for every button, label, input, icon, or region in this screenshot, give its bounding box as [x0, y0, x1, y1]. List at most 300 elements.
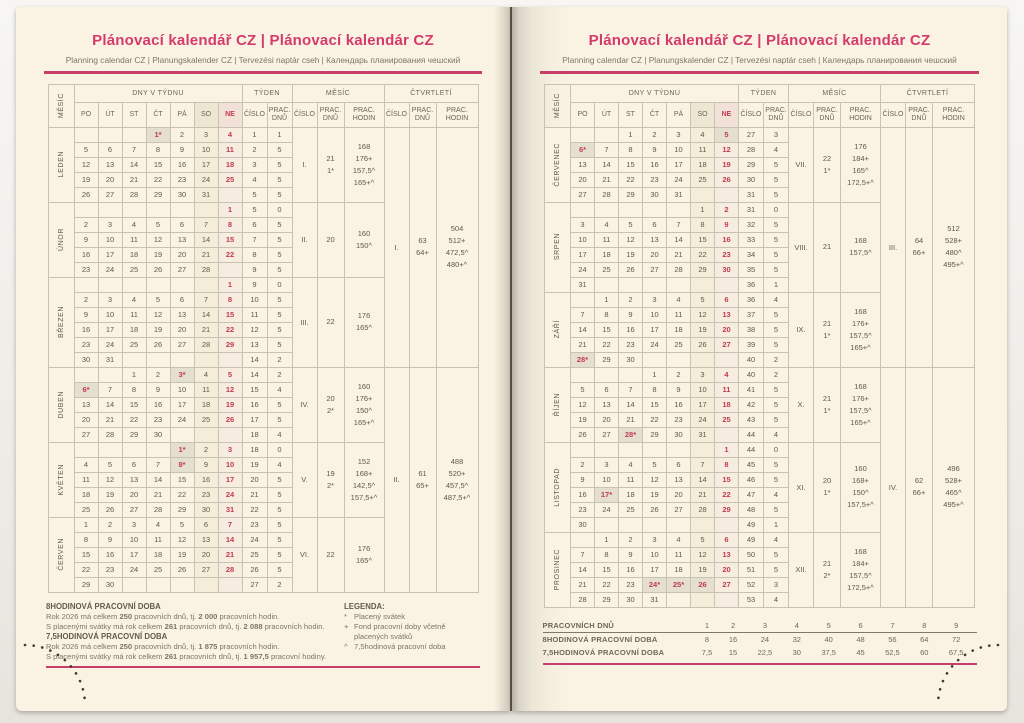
day-cell: 25 — [619, 502, 643, 517]
day-cell: 1 — [74, 517, 98, 532]
day-cell: 7 — [595, 142, 619, 157]
day-cell — [595, 367, 619, 382]
day-cell: 21 — [122, 172, 146, 187]
week-workdays-cell: 2 — [764, 352, 789, 367]
week-workdays-cell: 5 — [267, 217, 292, 232]
week-workdays-cell: 4 — [764, 142, 789, 157]
week-workdays-cell: 3 — [764, 127, 789, 142]
day-name-header: ST — [619, 102, 643, 127]
day-cell — [643, 277, 667, 292]
day-cell: 24 — [194, 172, 218, 187]
day-cell: 5 — [715, 127, 739, 142]
week-number-cell: 40 — [739, 352, 764, 367]
week-workdays-cell: 5 — [267, 292, 292, 307]
notes-heading: 8HODINOVÁ PRACOVNÍ DOBA — [46, 601, 161, 611]
month-workdays-cell: 22 — [317, 517, 344, 592]
day-cell: 14 — [595, 157, 619, 172]
day-cell — [98, 202, 122, 217]
quarter-hours-cell: 488 520+ 457,5^ 487,5+^ — [436, 367, 478, 592]
day-cell: 17 — [170, 397, 194, 412]
day-cell: 23 — [715, 247, 739, 262]
day-cell: 14 — [571, 562, 595, 577]
day-cell: 25* — [667, 577, 691, 592]
day-cell: 18 — [619, 487, 643, 502]
legend-item — [344, 612, 480, 622]
week-number-cell: 16 — [242, 397, 267, 412]
day-cell: 10 — [194, 142, 218, 157]
day-cell: 5 — [691, 532, 715, 547]
day-cell: 28 — [667, 262, 691, 277]
month-group-header: MĚSÍC — [789, 84, 881, 102]
day-cell: 8 — [218, 217, 242, 232]
day-cell: 1 — [595, 532, 619, 547]
day-cell: 8 — [146, 142, 170, 157]
week-number-cell: 8 — [242, 247, 267, 262]
legend-item — [344, 622, 480, 642]
day-cell: 16 — [667, 397, 691, 412]
month-numeral-cell: XII. — [789, 532, 814, 607]
day-cell: 22 — [122, 412, 146, 427]
planner-page-left — [16, 7, 510, 711]
quarter-hours-cell: 504 512+ 472,5^ 480+^ — [436, 127, 478, 367]
week-workdays-cell: 1 — [267, 127, 292, 142]
day-cell: 8 — [595, 307, 619, 322]
day-cell: 20 — [98, 172, 122, 187]
day-cell: 22 — [619, 172, 643, 187]
day-cell — [667, 277, 691, 292]
day-cell: 20 — [595, 412, 619, 427]
day-cell — [194, 277, 218, 292]
week-workdays-cell: 2 — [267, 577, 292, 592]
week-workdays-cell: 4 — [267, 457, 292, 472]
month-workdays-cell: 21 — [814, 202, 841, 292]
week-workdays-cell: 5 — [267, 142, 292, 157]
legend — [340, 602, 480, 662]
day-cell: 20 — [194, 547, 218, 562]
month-hours-cell: 152 168+ 142,5^ 157,5+^ — [344, 442, 384, 517]
day-cell: 13 — [667, 472, 691, 487]
day-cell: 3 — [218, 442, 242, 457]
day-cell: 25 — [595, 262, 619, 277]
day-cell: 8 — [74, 532, 98, 547]
row-value: 37,5 — [821, 647, 836, 657]
day-cell — [571, 532, 595, 547]
day-cell: 29 — [74, 577, 98, 592]
day-cell: 8 — [643, 382, 667, 397]
day-cell: 7 — [619, 382, 643, 397]
day-cell: 1 — [715, 442, 739, 457]
calendar-table-mount-right — [540, 84, 979, 608]
day-cell: 21 — [98, 412, 122, 427]
day-cell: 20 — [667, 487, 691, 502]
day-cell: 5 — [619, 217, 643, 232]
week-number-cell: 37 — [739, 307, 764, 322]
day-cell: 1 — [218, 277, 242, 292]
day-cell: 19 — [146, 322, 170, 337]
legend-text: Placený svátek — [354, 611, 406, 621]
day-cell: 18 — [691, 157, 715, 172]
day-cell: 7 — [122, 142, 146, 157]
day-cell: 12 — [146, 307, 170, 322]
week-number-cell: 33 — [739, 232, 764, 247]
day-cell: 27 — [98, 187, 122, 202]
day-cell: 23 — [74, 262, 98, 277]
row-value: 8 — [704, 634, 710, 644]
day-cell — [146, 352, 170, 367]
day-cell: 9 — [667, 382, 691, 397]
week-workdays-cell: 5 — [267, 412, 292, 427]
month-numeral-cell: X. — [789, 367, 814, 442]
day-cell: 31 — [667, 187, 691, 202]
row-value: 22,5 — [757, 647, 773, 657]
day-cell: 28 — [691, 502, 715, 517]
day-cell: 17 — [571, 247, 595, 262]
day-cell: 8 — [218, 292, 242, 307]
day-cell: 5 — [170, 517, 194, 532]
day-cell: 13 — [571, 157, 595, 172]
day-cell: 27 — [643, 262, 667, 277]
week-workdays-cell: 0 — [267, 202, 292, 217]
working-time-notes — [46, 602, 328, 662]
day-cell: 12 — [643, 472, 667, 487]
month-label: ŘÍJEN — [545, 367, 571, 442]
week-workdays-cell: 5 — [764, 307, 789, 322]
week-workdays-cell: 5 — [267, 502, 292, 517]
day-cell: 11 — [122, 307, 146, 322]
week-workdays-cell: 5 — [764, 472, 789, 487]
day-cell — [667, 202, 691, 217]
day-cell: 3 — [643, 292, 667, 307]
day-cell: 7 — [194, 292, 218, 307]
week-workdays-cell: 3 — [764, 577, 789, 592]
day-cell: 10 — [643, 307, 667, 322]
week-workdays-cell: 5 — [267, 172, 292, 187]
week-workdays-cell: 0 — [267, 442, 292, 457]
day-cell: 23 — [619, 577, 643, 592]
day-cell: 19 — [691, 562, 715, 577]
day-cell — [170, 202, 194, 217]
week-row — [48, 127, 478, 142]
month-workdays-cell: 22 — [317, 277, 344, 367]
day-cell: 28* — [619, 427, 643, 442]
day-cell: 17 — [643, 322, 667, 337]
week-number-cell: 31 — [739, 187, 764, 202]
day-cell: 30 — [146, 427, 170, 442]
week-number-cell: 5 — [242, 202, 267, 217]
day-cell — [170, 577, 194, 592]
day-cell: 26 — [691, 577, 715, 592]
day-cell: 25 — [691, 172, 715, 187]
day-cell: 9 — [571, 472, 595, 487]
week-number-cell: 24 — [242, 532, 267, 547]
day-name-header: ČT — [643, 102, 667, 127]
week-subheader: PRAC. DNŮ — [267, 102, 292, 127]
day-cell: 26 — [74, 187, 98, 202]
day-cell: 11 — [146, 532, 170, 547]
day-cell: 31 — [643, 592, 667, 607]
legend-text: Fond pracovní doby včetně placených svátků — [354, 621, 446, 641]
quarter-hours-cell: 512 528+ 480^ 495+^ — [933, 127, 975, 367]
day-cell — [643, 442, 667, 457]
month-workdays-cell: 21 1* — [317, 127, 344, 202]
bottom-rule-right — [543, 663, 977, 666]
hours-reference-row — [543, 619, 977, 633]
day-cell: 13 — [194, 532, 218, 547]
day-cell: 26 — [146, 262, 170, 277]
day-cell: 26 — [619, 262, 643, 277]
week-number-cell: 9 — [242, 262, 267, 277]
day-cell — [667, 442, 691, 457]
month-numeral-cell: IX. — [789, 292, 814, 367]
day-cell: 2 — [170, 127, 194, 142]
day-cell: 22 — [595, 337, 619, 352]
week-workdays-cell: 2 — [764, 367, 789, 382]
day-cell: 22 — [595, 577, 619, 592]
week-workdays-cell: 5 — [267, 562, 292, 577]
day-cell: 3 — [643, 532, 667, 547]
day-cell: 6 — [170, 217, 194, 232]
quarter-hours-cell: 496 528+ 465^ 495+^ — [933, 367, 975, 607]
day-cell — [218, 427, 242, 442]
day-cell: 19 — [691, 322, 715, 337]
day-cell — [218, 262, 242, 277]
week-number-cell: 49 — [739, 517, 764, 532]
day-cell: 18 — [667, 562, 691, 577]
quarter-group-header: ČTVRTLETÍ — [881, 84, 975, 102]
day-cell: 15 — [146, 157, 170, 172]
day-cell: 16 — [74, 322, 98, 337]
day-cell: 20 — [715, 322, 739, 337]
title-rule — [44, 71, 482, 74]
day-cell — [715, 592, 739, 607]
day-cell: 16 — [146, 397, 170, 412]
month-label: LEDEN — [48, 127, 74, 202]
day-cell — [691, 187, 715, 202]
day-cell: 30 — [619, 352, 643, 367]
day-cell: 10 — [667, 142, 691, 157]
day-cell: 18 — [122, 247, 146, 262]
day-cell: 13 — [715, 307, 739, 322]
day-cell: 27 — [74, 427, 98, 442]
day-cell: 20 — [571, 172, 595, 187]
day-cell: 25 — [74, 502, 98, 517]
week-number-cell: 15 — [242, 382, 267, 397]
week-subheader: PRAC. DNŮ — [764, 102, 789, 127]
day-cell: 12 — [146, 232, 170, 247]
week-number-cell: 19 — [242, 457, 267, 472]
day-cell — [194, 352, 218, 367]
week-number-cell: 47 — [739, 487, 764, 502]
day-cell: 13 — [595, 397, 619, 412]
day-cell: 1 — [122, 367, 146, 382]
week-workdays-cell: 5 — [267, 247, 292, 262]
week-workdays-cell: 5 — [267, 307, 292, 322]
day-name-header: PO — [74, 102, 98, 127]
day-cell — [715, 352, 739, 367]
legend-symbol: ^ — [344, 641, 348, 651]
week-workdays-cell: 4 — [764, 592, 789, 607]
day-cell: 23 — [619, 337, 643, 352]
day-cell — [619, 277, 643, 292]
page-title: Plánovací kalendář CZ | Plánovací kalendár CZ — [588, 32, 931, 49]
week-number-cell: 7 — [242, 232, 267, 247]
day-cell: 15 — [619, 157, 643, 172]
day-cell: 5 — [74, 142, 98, 157]
legend-item — [344, 642, 480, 652]
day-cell: 13 — [170, 232, 194, 247]
day-cell: 18 — [74, 487, 98, 502]
row-value: 16 — [728, 634, 738, 644]
day-cell: 21 — [146, 487, 170, 502]
day-cell — [98, 367, 122, 382]
day-cell: 17 — [122, 547, 146, 562]
day-cell: 11 — [595, 232, 619, 247]
day-cell — [74, 277, 98, 292]
week-number-cell: 35 — [739, 262, 764, 277]
day-cell: 20 — [170, 247, 194, 262]
day-cell: 5 — [146, 292, 170, 307]
month-workdays-cell: 19 2* — [317, 442, 344, 517]
week-number-cell: 52 — [739, 577, 764, 592]
month-label: BŘEZEN — [48, 277, 74, 367]
week-number-cell: 18 — [242, 442, 267, 457]
day-cell: 31 — [218, 502, 242, 517]
month-subheader: PRAC. DNŮ — [317, 102, 344, 127]
day-cell — [643, 352, 667, 367]
day-cell: 9 — [170, 142, 194, 157]
day-cell — [571, 292, 595, 307]
day-cell: 23 — [146, 412, 170, 427]
week-workdays-cell: 5 — [764, 547, 789, 562]
day-cell: 14 — [667, 232, 691, 247]
day-cell: 29 — [643, 427, 667, 442]
day-cell: 6* — [74, 382, 98, 397]
month-subheader: ČÍSLO — [292, 102, 317, 127]
day-cell: 15 — [122, 397, 146, 412]
day-cell: 6 — [595, 382, 619, 397]
week-subheader: ČÍSLO — [242, 102, 267, 127]
day-cell: 19 — [619, 247, 643, 262]
day-cell: 17 — [194, 157, 218, 172]
month-hours-cell: 168 157,5^ — [841, 202, 881, 292]
day-cell: 19 — [170, 547, 194, 562]
day-cell — [218, 187, 242, 202]
row-value: 45 — [856, 647, 865, 657]
day-cell: 24 — [691, 412, 715, 427]
day-cell: 9 — [74, 307, 98, 322]
day-cell — [571, 202, 595, 217]
day-cell: 12 — [218, 382, 242, 397]
day-cell: 18 — [194, 397, 218, 412]
month-label: KVĚTEN — [48, 442, 74, 517]
day-cell: 28 — [122, 187, 146, 202]
title-rule — [540, 71, 979, 74]
week-number-cell: 49 — [739, 532, 764, 547]
day-name-header: NE — [715, 102, 739, 127]
day-cell — [146, 577, 170, 592]
day-name-header: ÚT — [98, 102, 122, 127]
day-cell: 14 — [146, 472, 170, 487]
week-number-cell: 53 — [739, 592, 764, 607]
day-cell: 10 — [170, 382, 194, 397]
day-cell: 11 — [218, 142, 242, 157]
day-cell: 17 — [643, 562, 667, 577]
day-cell: 8* — [170, 457, 194, 472]
day-cell: 26 — [170, 562, 194, 577]
month-workdays-cell: 21 2* — [814, 532, 841, 607]
week-workdays-cell: 5 — [267, 157, 292, 172]
month-subheader: ČÍSLO — [789, 102, 814, 127]
days-group-header: DNY V TÝDNU — [571, 84, 739, 102]
day-cell: 15 — [595, 562, 619, 577]
row-value: 40 — [824, 634, 833, 644]
day-cell: 6 — [715, 532, 739, 547]
day-cell — [74, 127, 98, 142]
month-numeral-cell: VI. — [292, 517, 317, 592]
quarter-workdays-cell: 63 64+ — [409, 127, 436, 367]
day-cell: 17 — [98, 322, 122, 337]
day-cell — [194, 202, 218, 217]
week-number-cell: 20 — [242, 472, 267, 487]
week-workdays-cell: 4 — [764, 487, 789, 502]
legend-symbol: * — [344, 611, 347, 621]
legend-title: LEGENDA: — [344, 601, 385, 611]
day-cell — [122, 442, 146, 457]
week-number-cell: 39 — [739, 337, 764, 352]
day-cell: 2 — [98, 517, 122, 532]
day-cell: 21 — [595, 172, 619, 187]
day-cell: 16 — [643, 157, 667, 172]
row-value: 48 — [856, 634, 865, 644]
day-cell: 31 — [571, 277, 595, 292]
day-cell: 9 — [619, 307, 643, 322]
day-cell: 17* — [595, 487, 619, 502]
day-cell: 15 — [643, 397, 667, 412]
row-value: 24 — [760, 634, 770, 644]
day-cell: 4 — [74, 457, 98, 472]
day-cell: 4 — [691, 127, 715, 142]
row-value: 7,5 — [701, 647, 713, 657]
day-cell: 16 — [619, 562, 643, 577]
planner-page-right — [512, 7, 1007, 711]
day-cell — [595, 442, 619, 457]
day-cell: 12 — [691, 307, 715, 322]
week-workdays-cell: 2 — [267, 352, 292, 367]
day-cell: 25 — [122, 337, 146, 352]
week-number-cell: 29 — [739, 157, 764, 172]
day-cell: 8 — [619, 142, 643, 157]
day-cell — [170, 277, 194, 292]
day-cell: 16 — [170, 157, 194, 172]
quarter-workdays-cell: 64 66+ — [906, 127, 933, 367]
day-cell: 7 — [146, 457, 170, 472]
day-cell: 1 — [218, 202, 242, 217]
week-number-cell: 18 — [242, 427, 267, 442]
month-label: DUBEN — [48, 367, 74, 442]
day-cell: 6 — [715, 292, 739, 307]
page-subtitle: Planning calendar CZ | Planungskalender CZ | Tervezési naptár cseh | Календарь планирования чешский — [562, 55, 957, 65]
day-cell: 3 — [595, 457, 619, 472]
week-workdays-cell: 5 — [267, 232, 292, 247]
hours-reference-table — [543, 619, 977, 659]
day-cell: 29 — [715, 502, 739, 517]
row-label: 8HODINOVÁ PRACOVNÍ DOBA — [542, 634, 658, 644]
day-cell: 7 — [667, 217, 691, 232]
day-cell: 28 — [571, 592, 595, 607]
legend-symbol: + — [344, 621, 349, 631]
day-cell: 22 — [74, 562, 98, 577]
week-number-cell: 50 — [739, 547, 764, 562]
